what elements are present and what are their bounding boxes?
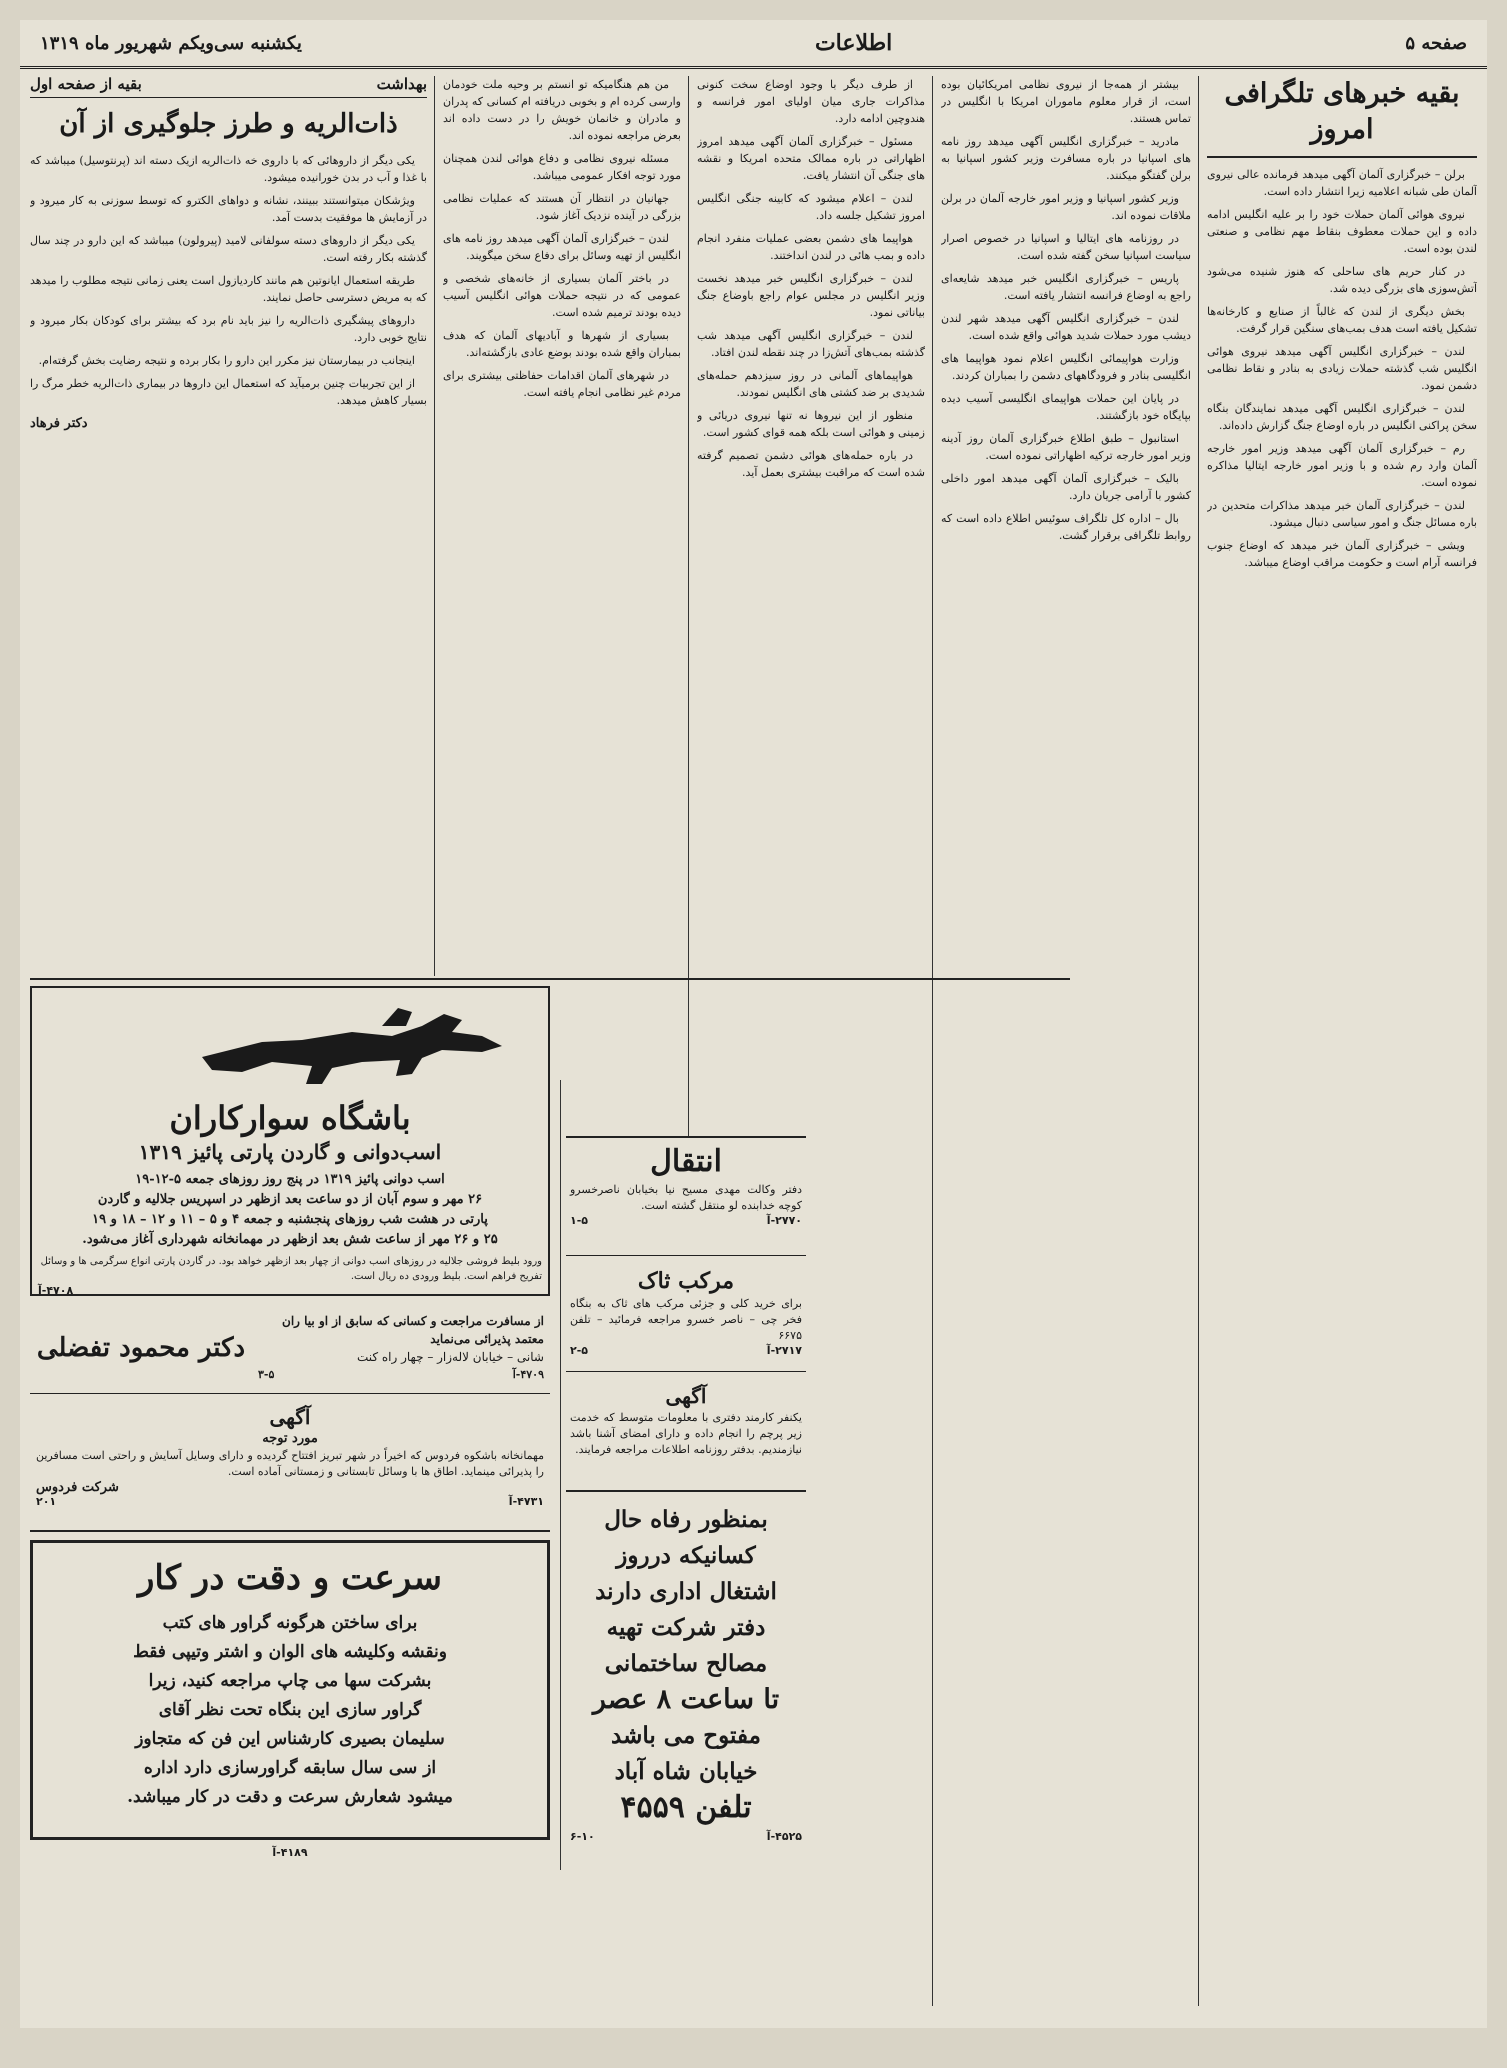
- paper-name: اطلاعات: [814, 30, 893, 56]
- article-paragraph: در باره حمله‌های هوائی دشمن تصمیم گرفته شده است که مراقبت بیشتری بعمل آید.: [697, 449, 925, 479]
- welfare-line: کسانیکه درروز: [616, 1542, 756, 1569]
- horse-club-line: ۲۶ مهر و سوم آبان از دو ساعت بعد ازظهر در اسپریس جلالیه و گاردن: [97, 1192, 483, 1207]
- engraving-title: سرعت و دقت در کار: [138, 1558, 442, 1598]
- ad-job-notice: [566, 1378, 806, 1478]
- article-paragraph: بال – اداره کل تلگراف سوئیس اطلاع داده است که روابط تلگرافی برقرار گشت.: [941, 512, 1191, 542]
- article-paragraph: یکی دیگر از داروهای دسته سولفانی لامید (پیرولون) میباشد که این دارو در چند سال گذشته بکار رفته است.: [30, 234, 427, 264]
- article-paragraph: بسیاری از شهرها و آبادیهای آلمان که هدف بمباران واقع شده بودند بوضع عادی بازگشته‌اند.: [443, 329, 681, 359]
- article-paragraph: در باختر آلمان بسیاری از خانه‌های شخصی و عمومی که در نتیجه حملات هوائی انگلیس آسیب دیده بودند ترمیم شده است.: [443, 272, 681, 319]
- horse-club-line: اسب دوانی پائیز ۱۳۱۹ در پنج روز روزهای جمعه ۵-۱۲-۱۹: [135, 1172, 445, 1187]
- engraving-line: از سی سال سابقه گراورسازی دارد اداره: [143, 1758, 437, 1778]
- article-paragraph: مسئول – خبرگزاری آلمان آگهی میدهد امروز اظهاراتی در باره ممالک متحده امریکا و نقشه های جنگی آن انتشار یافت.: [697, 135, 925, 182]
- transfer-text: دفتر وکالت مهدی مسیح نیا بخیابان ناصرخسرو کوچه خدابنده لو منتقل گشته است.: [570, 1183, 802, 1212]
- article-paragraph: هواپیماهای آلمانی در روز سیزدهم حمله‌های شدیدی بر ضد کشتی های انگلیس نمودند.: [697, 369, 925, 399]
- column-health: [30, 76, 427, 976]
- ad-code: ۲۷۷۰-آ: [766, 1214, 802, 1227]
- article-paragraph: از این تجربیات چنین برمیآید که استعمال این داروها در بیماری ذات‌الریه خطر مرگ را بسیار کاهش میدهد.: [30, 377, 427, 407]
- article-paragraph: من هم هنگامیکه تو انستم بر وحیه ملت خودمان وارسی کرده ام و بخوبی دریافته ام کسانی که پدران و مادران و خانمان خویش را در دست داده اند بعرض مراجعه نموده اند.: [443, 78, 681, 142]
- article-paragraph: در پایان این حملات هواپیمای انگلیسی آسیب دیده بپایگاه خود بازگشتند.: [941, 392, 1191, 422]
- ad-ink: [566, 1262, 806, 1372]
- article-paragraph: طریقه استعمال ایانوتین هم مانند کاردیازول است یعنی زمانی نتیجه مطلوب را میدهد که به مریض دسترسی حاصل نمایند.: [30, 274, 427, 304]
- ad-code: ۲۰۱: [36, 1495, 57, 1508]
- ad-transfer: [566, 1136, 806, 1256]
- article-paragraph: در روزنامه های ایتالیا و اسپانیا در خصوص اصرار سیاست اسپانیا سخن گفته شده است.: [941, 232, 1191, 262]
- article-paragraph: از طرف دیگر با وجود اوضاع سخت کنونی مذاکرات جاری میان اولیای امور فرانسه و هندوچین ادامه دارد.: [697, 78, 925, 125]
- ad-code: ۴۵۲۵-آ: [766, 1830, 802, 1843]
- ad-code: ۴۷۰۹-آ: [512, 1367, 544, 1381]
- article-paragraph: لندن – خبرگزاری انگلیس آگهی میدهد نمایندگان بنگاه سخن پراکنی انگلیس در باره اوضاع جنگ گزارش داده‌اند.: [1207, 402, 1477, 432]
- article-paragraph: مادرید – خبرگزاری انگلیس آگهی میدهد روز نامه های اسپانیا در باره مسافرت وزیر کشور اسپانیا به برلن گفتگو میکنند.: [941, 135, 1191, 182]
- ferdows-company: شرکت فردوس: [36, 1480, 119, 1495]
- ink-title: مرکب ثاک: [637, 1268, 735, 1294]
- column-rule: [932, 76, 933, 2006]
- ad-code: ۱-۵: [570, 1214, 588, 1227]
- horse-club-line: ۲۵ و ۲۶ مهر از ساعت شش بعد ازظهر در مهمانخانه شهرداری آغاز می‌شود.: [82, 1232, 498, 1247]
- health-headline: ذات‌الریه و طرز جلوگیری از آن: [59, 109, 398, 139]
- ad-code: ۴۷۳۱-آ: [508, 1495, 544, 1508]
- racehorse-icon: [182, 1002, 542, 1092]
- column-rule: [434, 76, 435, 976]
- article-paragraph: منظور از این نیروها نه تنها نیروی دریائی و زمینی و هوائی است بلکه همه قوای کشور است.: [697, 409, 925, 439]
- article-paragraph: در کنار حریم های ساحلی که هنوز شنیده می‌شود آتش‌سوزی های بزرگی دیده شد.: [1207, 265, 1477, 295]
- article-paragraph: لندن – اعلام میشود که کابینه جنگی انگلیس امروز تشکیل جلسه داد.: [697, 192, 925, 222]
- article-paragraph: داروهای پیشگیری ذات‌الریه را نیز باید نام برد که بیشتر برای کودکان بکار میرود و نتایج خوبی دارد.: [30, 314, 427, 344]
- article-paragraph: بخش دیگری از لندن که غالباً از صنایع و کارخانه‌ها تشکیل یافته است هدف بمب‌های سنگین قرار گرفت.: [1207, 305, 1477, 335]
- column-news-3: [697, 76, 925, 1136]
- article-paragraph: لندن – خبرگزاری انگلیس آگهی میدهد شب گذشته بمب‌های آتش‌زا در چند نقطه لندن افتاد.: [697, 329, 925, 359]
- horse-club-note: ورود بلیط فروشی جلالیه در روزهای اسب دوانی از چهار بعد ازظهر خواهد بود. در گاردن پارتی انواع سرگرمی ها و وسائل تفریح فراهم است. بلیط ورودی ده ریال است.: [40, 1256, 542, 1282]
- article-paragraph: ویشی – خبرگزاری آلمان خبر میدهد که اوضاع جنوب فرانسه آرام است و حکومت مراقب اوضاع میباشد.: [1207, 539, 1477, 569]
- engraving-line: گراور سازی این بنگاه تحت نظر آقای: [158, 1700, 422, 1720]
- article-paragraph: جهانیان در انتظار آن هستند که عملیات نظامی بزرگی در آینده نزدیک آغاز شود.: [443, 192, 681, 222]
- column-news-2: [941, 76, 1191, 2006]
- column-rule: [560, 1080, 561, 1870]
- article-paragraph: برلن – خبرگزاری آلمان آگهی میدهد فرمانده عالی نیروی آلمان طی شبانه اعلامیه زیرا انتشار داده است.: [1207, 168, 1477, 198]
- section-rule: [30, 978, 1070, 980]
- engraving-line: میشود شعارش سرعت و دقت در کار میباشد.: [127, 1787, 453, 1807]
- masthead: [20, 20, 1487, 69]
- article-paragraph: وزارت هواپیمائی انگلیس اعلام نمود هواپیما های انگلیسی بنادر و فرودگاههای دشمن را بمباران کردند.: [941, 352, 1191, 382]
- article-paragraph: مسئله نیروی نظامی و دفاع هوائی لندن همچنان مورد توجه افکار عمومی میباشد.: [443, 152, 681, 182]
- ad-horse-club: [30, 986, 550, 1296]
- doctor-text: از مسافرت مراجعت و کسانی که سابق از او بیا ران معتمد پذیرائی می‌نماید: [282, 1313, 544, 1346]
- article-paragraph: بالیک – خبرگزاری آلمان آگهی میدهد امور داخلی کشور با آرامی جریان دارد.: [941, 472, 1191, 502]
- article-paragraph: لندن – خبرگزاری آلمان آگهی میدهد روز نامه های انگلیس از تهیه وسائل برای دفاع سخن میگویند.: [443, 232, 681, 262]
- page-number: صفحه ۵: [1405, 32, 1467, 54]
- ad-doctor: [30, 1302, 550, 1394]
- section-label: بهداشت: [376, 76, 427, 93]
- ad-code: ۴۱۸۹-آ: [272, 1846, 308, 1859]
- column-rule: [1198, 76, 1199, 2006]
- notice-text: یکنفر کارمند دفتری با معلومات متوسط که خدمت زیر پرچم را انجام داده و دارای امضای آشنا باشد نیازمندیم. بدفتر روزنامه اطلاعات مراجعه فرمایند.: [570, 1411, 802, 1456]
- welfare-line: دفتر شرکت تهیه: [606, 1614, 766, 1641]
- horse-club-subtitle: اسب‌دوانی و گاردن پارتی پائیز ۱۳۱۹: [138, 1140, 442, 1164]
- welfare-line: خیابان شاه آباد: [614, 1758, 758, 1785]
- article-paragraph: نیروی هوائی آلمان حملات خود را بر علیه انگلیس ادامه داده و این حملات معطوف بنقاط مهم نظامی و صنعتی لندن بوده است.: [1207, 208, 1477, 255]
- ad-building-materials: [566, 1490, 806, 1850]
- ad-code: ۳-۵: [258, 1367, 275, 1381]
- ferdows-text: مهمانخانه باشکوه فردوس که اخیراً در شهر تبریز افتتاح گردیده و دارای وسایل آسایش و راحتی است مسافرین را پذیرائی مینماید. اطاق ها با وسائل تابستانی و زمستانی آماده است.: [36, 1449, 544, 1478]
- column-telegraph: [1207, 76, 1477, 2006]
- ferdows-subtitle: مورد توجه: [262, 1431, 318, 1446]
- ferdows-title: آگهی: [269, 1405, 311, 1429]
- doctor-name: دکتر محمود تفضلی: [36, 1332, 246, 1363]
- welfare-line: مفتوح می باشد: [611, 1722, 761, 1749]
- article-paragraph: لندن – خبرگزاری انگلیس خبر میدهد نخست وزیر انگلیس در مجلس عوام راجع باوضاع جنگ بیاناتی نمود.: [697, 272, 925, 319]
- article-paragraph: ویژشکان میتوانستند ببینند، نشانه و دواهای الکترو که توسط سوزنی به کار میرود و در آزمایش ها موفقیت بدست آمد.: [30, 194, 427, 224]
- article-paragraph: اینجانب در بیمارستان نیز مکرر این دارو را بکار برده و نتیجه رضایت بخش گرفته‌ام.: [38, 354, 415, 367]
- welfare-line: تا ساعت ۸ عصر: [592, 1684, 780, 1715]
- ad-code: ۲-۵: [570, 1344, 588, 1357]
- ad-code: ۶-۱۰: [570, 1830, 595, 1843]
- engraving-line: سلیمان بصیری کارشناس این فن که متجاوز: [135, 1729, 445, 1749]
- engraving-line: بشرکت سها می چاپ مراجعه کنید، زیرا: [148, 1671, 432, 1691]
- article-paragraph: بیشتر از همه‌جا از نیروی نظامی امریکائیان بوده است، از قرار معلوم ماموران امریکا با انگلیس در تماس هستند.: [941, 78, 1191, 125]
- article-paragraph: استانبول – طبق اطلاع خبرگزاری آلمان روز آدینه وزیر امور خارجه ترکیه اظهاراتی نموده است.: [941, 432, 1191, 462]
- continued-label: بقیه از صفحه اول: [30, 76, 142, 93]
- doctor-address: شانی – خیابان لاله‌زار – چهار راه کنت: [356, 1349, 544, 1364]
- ad-engraving: [30, 1540, 550, 1840]
- welfare-line: تلفن ۴۵۵۹: [620, 1790, 752, 1825]
- article-paragraph: لندن – خبرگزاری انگلیس آگهی میدهد نیروی هوائی انگلیس شب گذشته حملات زیادی به بنادر و نقاط نظامی دشمن نمود.: [1207, 345, 1477, 392]
- welfare-line: بمنظور رفاه حال: [604, 1506, 768, 1533]
- ink-text: برای خرید کلی و جزئی مرکب های ثاک به بنگاه فخر چی – ناصر خسرو مراجعه فرمائید – تلفن ۶۶۷۵: [570, 1297, 802, 1342]
- ad-ferdows-hotel: [30, 1400, 550, 1532]
- article-paragraph: در شهرهای آلمان اقدامات حفاظتی بیشتری برای مردم غیر نظامی انجام یافته است.: [443, 369, 681, 399]
- article-paragraph: رم – خبرگزاری آلمان آگهی میدهد وزیر امور خارجه آلمان وارد رم شده و با وزیر امور خارجه ایتالیا مذاکره نموده است.: [1207, 442, 1477, 489]
- ad-code: ۲۷۱۷-آ: [766, 1344, 802, 1357]
- welfare-line: مصالح ساختمانی: [604, 1650, 768, 1677]
- ad-code: ۴۷۰۸-آ: [38, 1284, 74, 1297]
- article-paragraph: وزیر کشور اسپانیا و وزیر امور خارجه آلمان در برلن ملاقات نموده اند.: [941, 192, 1191, 222]
- horse-club-line: پارتی در هشت شب روزهای پنجشنبه و جمعه ۴ و ۵ – ۱۱ و ۱۲ – ۱۸ و ۱۹: [92, 1212, 488, 1227]
- article-paragraph: هواپیما های دشمن بعضی عملیات منفرد انجام داده و بمب هائی در لندن انداختند.: [697, 232, 925, 262]
- notice-title: آگهی: [665, 1384, 707, 1408]
- issue-date: یکشنبه سی‌ویکم شهریور ماه ۱۳۱۹: [40, 32, 302, 54]
- article-signature: دکتر فرهاد: [30, 416, 88, 431]
- engraving-line: ونقشه وکلیشه های الوان و اشتر وتیپی فقط: [133, 1642, 447, 1662]
- column-rule: [688, 76, 689, 1136]
- transfer-title: انتقال: [650, 1144, 722, 1179]
- welfare-line: اشتغال اداری دارند: [595, 1578, 777, 1605]
- horse-club-title: باشگاه سوارکاران: [169, 1099, 411, 1137]
- article-paragraph: یکی دیگر از داروهائی که با داروی خه ذات‌الریه ازیک دسته اند (پرنتوسیل) میباشد که با غذا و آب در بدن خورانیده میشود.: [30, 154, 427, 184]
- newspaper-page: [20, 20, 1487, 2028]
- telegraph-headline: بقیه خبرهای تلگرافی امروز: [1207, 76, 1477, 158]
- article-paragraph: پاریس – خبرگزاری انگلیس خبر میدهد شایعه‌ای راجع به اوضاع فرانسه انتشار یافته است.: [941, 272, 1191, 302]
- article-paragraph: لندن – خبرگزاری انگلیس آگهی میدهد شهر لندن دیشب مورد حملات شدید هوائی واقع شده است.: [941, 312, 1191, 342]
- engraving-line: برای ساختن هرگونه گراور های کتب: [162, 1613, 418, 1633]
- column-news-4: [443, 76, 681, 1136]
- article-paragraph: لندن – خبرگزاری آلمان خبر میدهد مذاکرات متحدین در باره مسائل جنگ و امور سیاسی دنبال میشود.: [1207, 499, 1477, 529]
